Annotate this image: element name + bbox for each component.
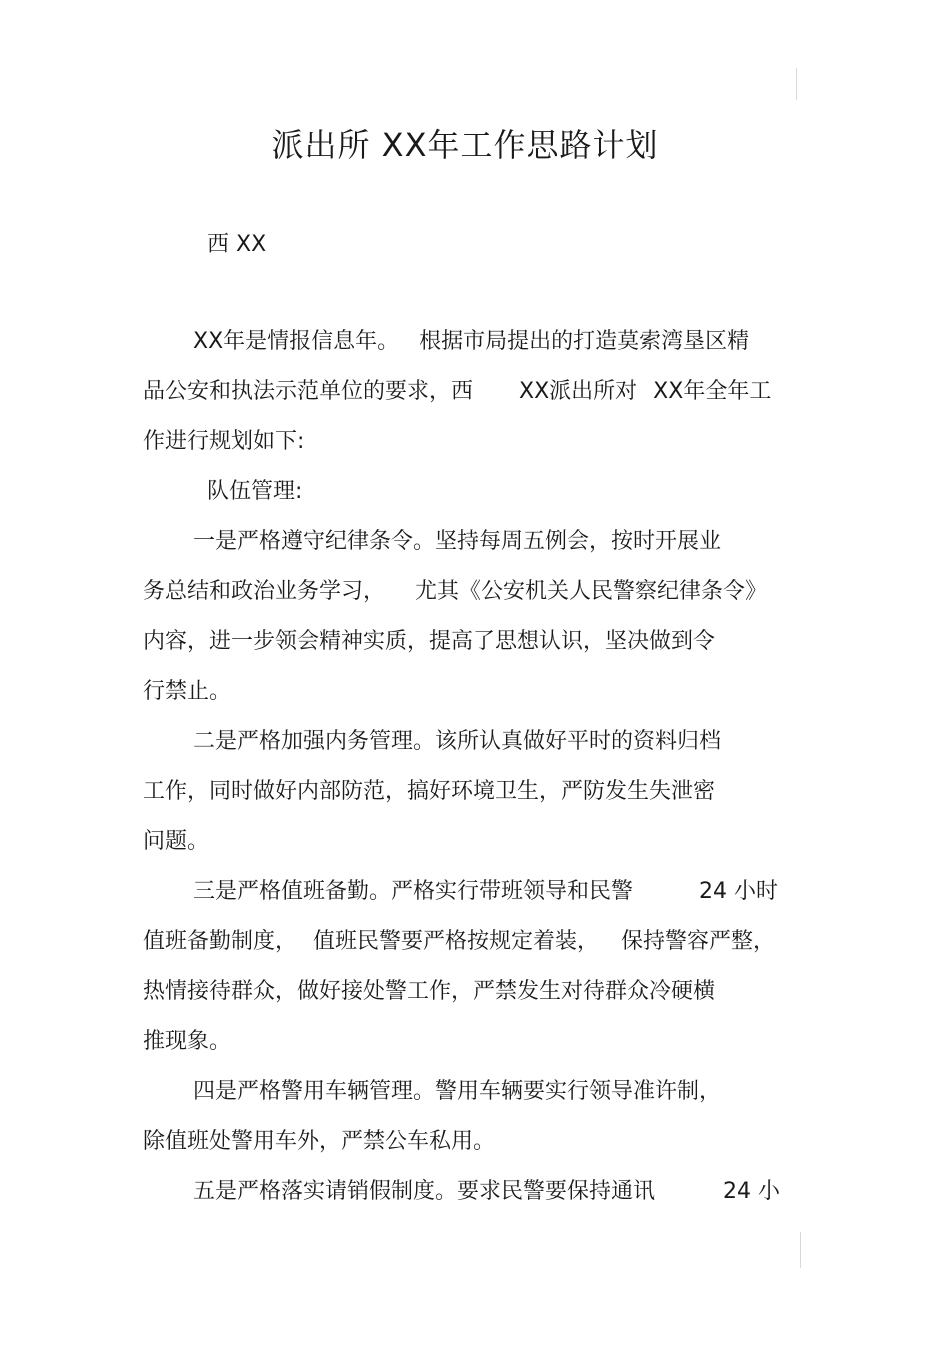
body-line	[143, 627, 715, 657]
line-segment: 除值班处警用车外，严禁公车私用。	[143, 1129, 496, 1154]
body-line	[193, 327, 749, 357]
page-edge-mark-bottom	[800, 1232, 801, 1268]
line-segment: XX年是情报信息年。	[193, 329, 400, 354]
body-line	[143, 427, 304, 457]
body-line	[193, 877, 778, 907]
line-segment: 工作，同时做好内部防范，搞好环境卫生，严防发生失泄密	[143, 779, 716, 804]
line-segment: 24 小	[723, 1179, 781, 1204]
line-segment: 四是严格警用车辆管理。警用车辆要实行领导准许制，	[193, 1079, 722, 1104]
line-segment: XX年全年工	[653, 379, 772, 404]
body-line	[143, 377, 771, 407]
body-line	[193, 1177, 780, 1207]
document-title: 派出所 XX年工作思路计划	[271, 126, 659, 164]
body-line	[193, 727, 721, 757]
line-segment: 二是严格加强内务管理。该所认真做好平时的资料归档	[193, 729, 722, 754]
line-segment: 尤其《公安机关人民警察纪律条令》	[415, 579, 768, 604]
body-line	[143, 777, 715, 807]
line-segment: 内容，进一步领会精神实质，提高了思想认识，坚决做到令	[143, 629, 716, 654]
line-segment: 队伍管理:	[207, 479, 303, 504]
line-segment: XX派出所对	[519, 379, 638, 404]
line-segment: 值班民警要严格按规定着装，	[313, 929, 600, 954]
line-segment: 行禁止。	[143, 679, 232, 704]
line-segment: 值班备勤制度，	[143, 929, 298, 954]
line-segment: 五是严格落实请销假制度。要求民警要保持通讯	[193, 1179, 656, 1204]
line-segment: 品公安和执法示范单位的要求，西	[143, 379, 474, 404]
body-line	[143, 677, 231, 707]
page-edge-mark-top	[796, 68, 797, 100]
document-author: 西 XX	[207, 232, 267, 257]
line-segment: 热情接待群众，做好接处警工作，严禁发生对待群众冷硬横	[143, 979, 716, 1004]
line-segment: 根据市局提出的打造莫索湾垦区精	[419, 329, 750, 354]
body-line	[193, 1077, 721, 1107]
line-segment: 三是严格值班备勤。严格实行带班领导和民警	[193, 879, 634, 904]
body-line	[207, 477, 302, 507]
body-line	[193, 527, 721, 557]
body-line	[143, 927, 775, 957]
line-segment: 作进行规划如下:	[143, 429, 305, 454]
body-line	[143, 577, 767, 607]
line-segment: 24 小时	[699, 879, 779, 904]
body-line	[143, 827, 209, 857]
body-line	[143, 1127, 495, 1157]
line-segment: 推现象。	[143, 1029, 232, 1054]
line-segment: 一是严格遵守纪律条令。坚持每周五例会，按时开展业	[193, 529, 722, 554]
line-segment: 保持警容严整，	[621, 929, 776, 954]
body-line	[143, 977, 715, 1007]
line-segment: 务总结和政治业务学习，	[143, 579, 386, 604]
line-segment: 问题。	[143, 829, 210, 854]
body-line	[143, 1027, 231, 1057]
